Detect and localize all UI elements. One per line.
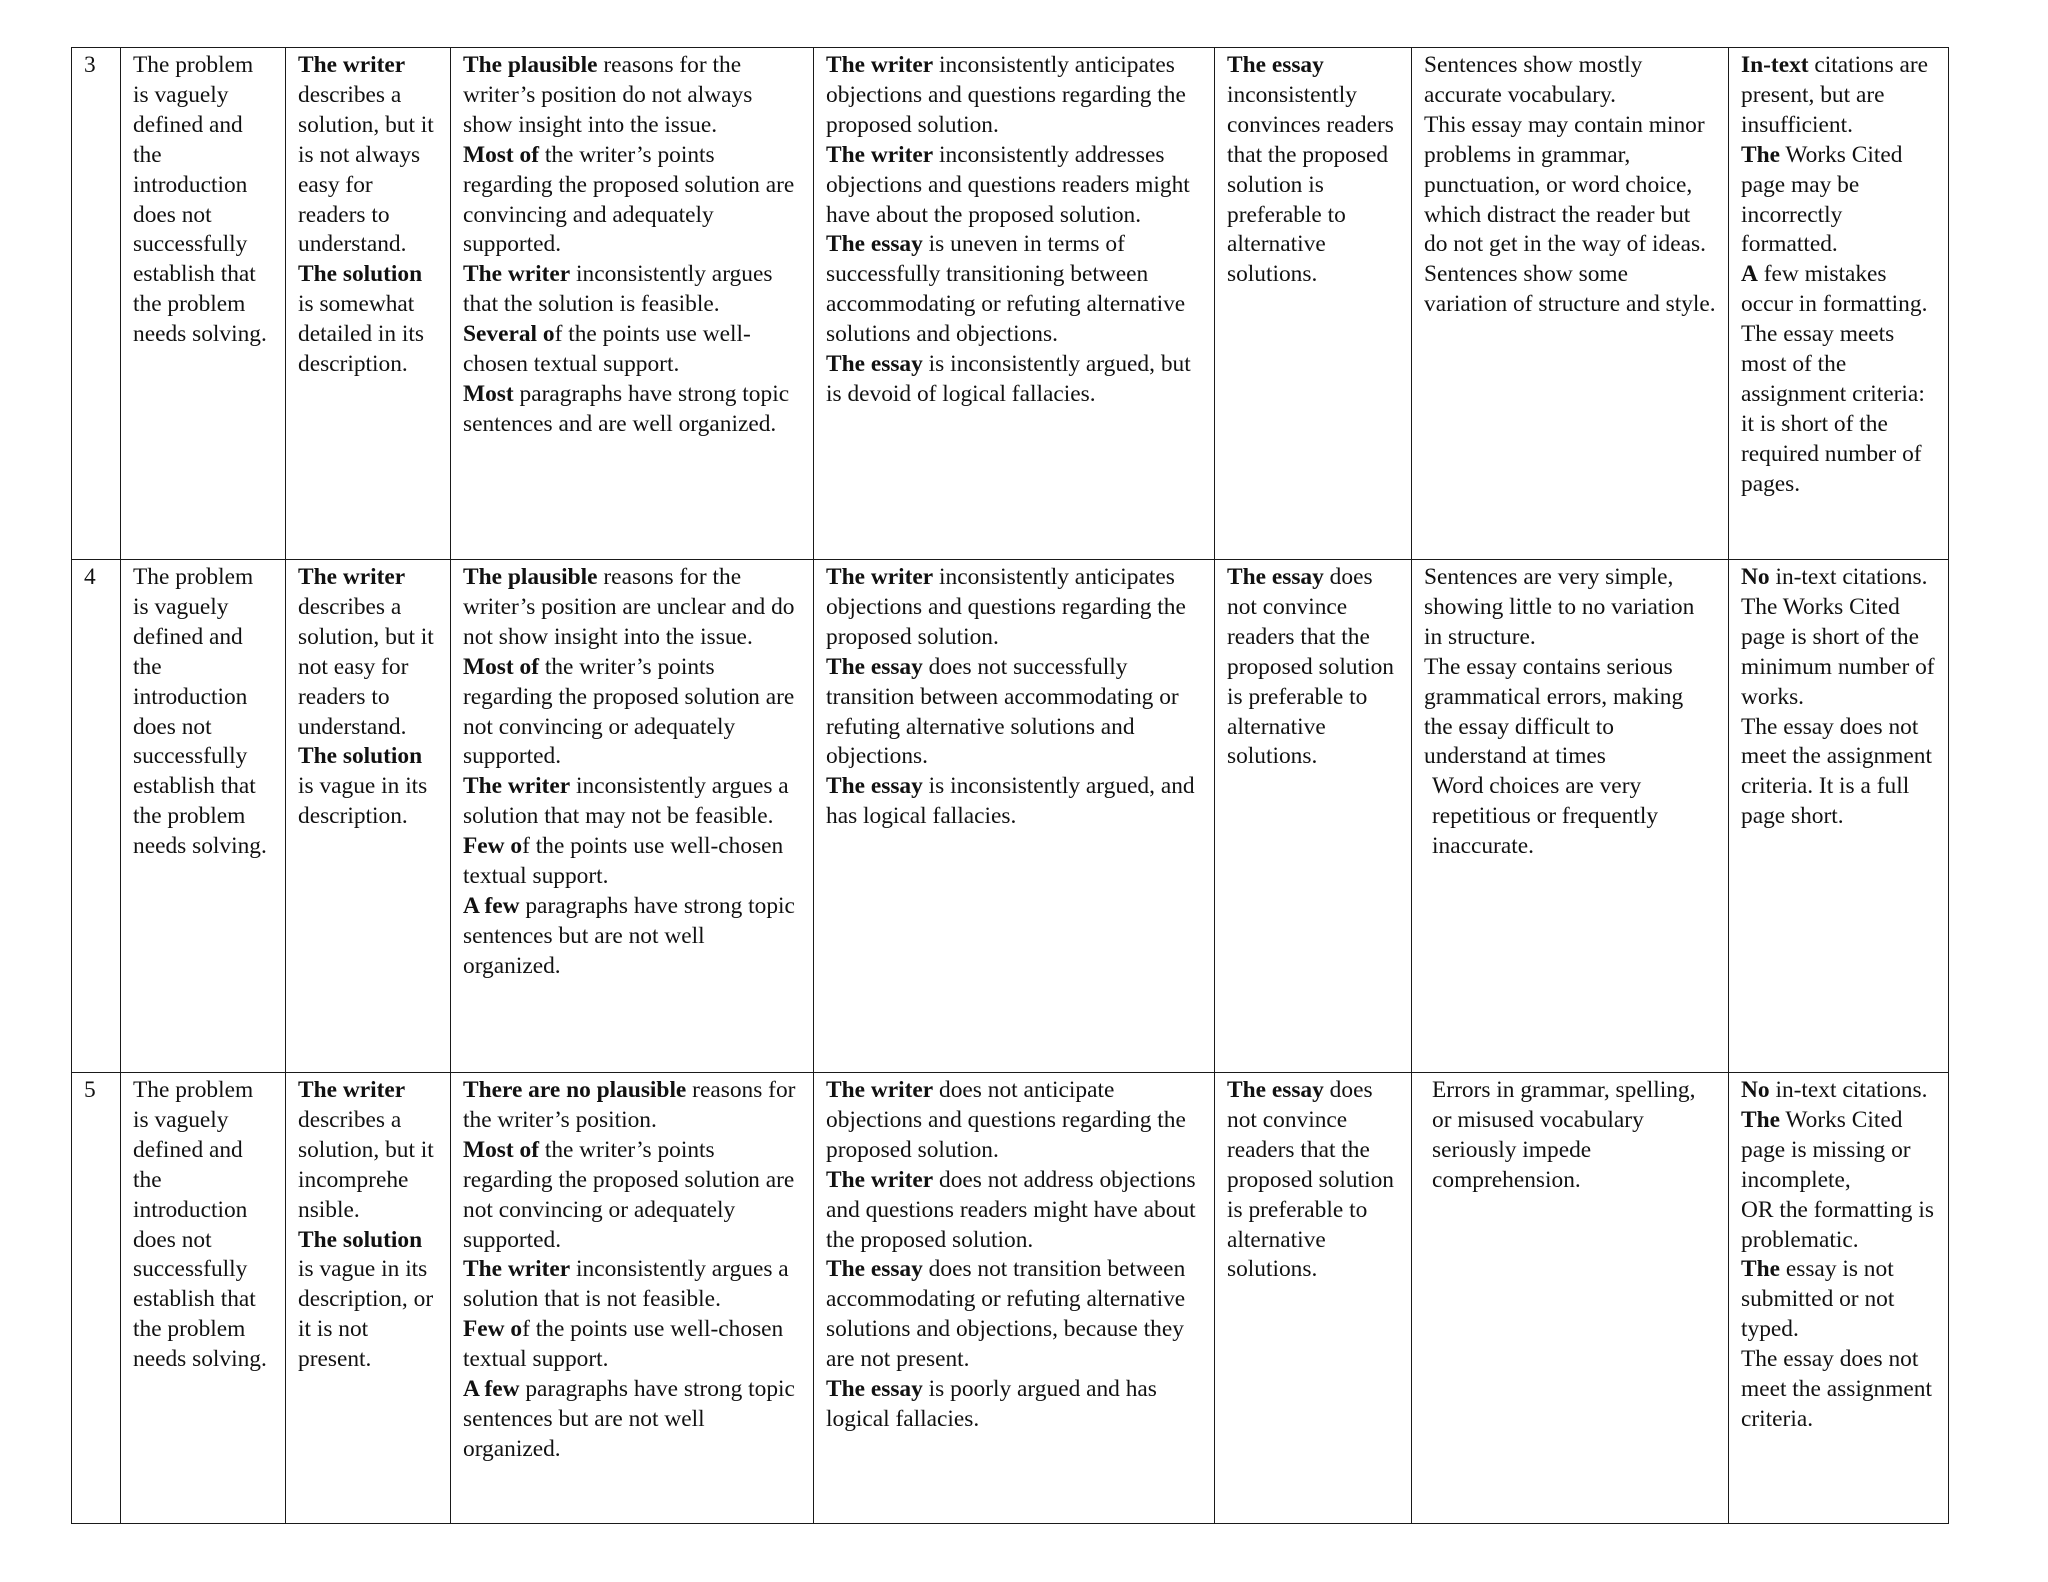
text-run: does not convince readers that the proposed solution is preferable to alternative solutions. (1227, 1077, 1394, 1283)
bold-run: A (1741, 261, 1758, 288)
cell-paragraph (463, 1136, 801, 1256)
text-run: The problem is vaguely defined and the introduction does not successfully establish that the problem needs solving. (133, 52, 267, 348)
bold-run: Several o (463, 321, 555, 348)
text-run: is inconsistently argued, and has logical fallacies. (826, 773, 1195, 830)
cell-paragraph (1741, 593, 1936, 713)
cell-paragraph (826, 1076, 1202, 1166)
cell-paragraph (1741, 1076, 1936, 1106)
bold-run: Most (463, 380, 514, 407)
solution-text (298, 1076, 438, 1375)
bold-run: The essay (826, 653, 923, 680)
text-run: Word choices are very repetitious or frequently inaccurate. (1432, 773, 1659, 860)
citations-cell (1729, 560, 1949, 1073)
cell-paragraph (826, 350, 1202, 410)
text-run: is vague in its description. (298, 773, 428, 830)
cell-paragraph (463, 380, 801, 440)
rubric-row-3 (72, 48, 1949, 560)
solution-cell (286, 560, 451, 1073)
text-run: is vague in its description, or it is not present. (298, 1256, 434, 1373)
cell-paragraph (133, 563, 273, 862)
cell-paragraph (1227, 563, 1399, 772)
style-cell (1412, 1073, 1729, 1524)
text-run: Sentences show some variation of structure and style. (1424, 261, 1716, 318)
bold-run: Most of (463, 1136, 539, 1163)
text-run: does not transition between accommodating or refuting alternative solutions and objections, because they are not present. (826, 1256, 1186, 1373)
text-run: paragraphs have strong topic sentences but are not well organized. (463, 892, 795, 979)
bold-run: No (1741, 1077, 1770, 1103)
text-run: Errors in grammar, spelling, or misused vocabulary seriously impede comprehension. (1432, 1077, 1696, 1193)
bold-run: The writer (826, 52, 934, 78)
text-run: OR the formatting is problematic. (1741, 1196, 1934, 1253)
bold-run: The essay (1227, 52, 1324, 78)
score-cell (72, 560, 121, 1073)
cell-paragraph (1424, 653, 1716, 773)
cell-paragraph (463, 1375, 801, 1465)
cell-paragraph (826, 1375, 1202, 1435)
bold-run: A few (463, 892, 520, 919)
bold-run: The writer (463, 1256, 571, 1283)
text-run: does not anticipate objections and questions regarding the proposed solution. (826, 1077, 1186, 1163)
bold-run: Most of (463, 141, 539, 168)
rubric-row-5 (72, 1073, 1949, 1524)
text-run: Works Cited page is missing or incomplete, (1741, 1106, 1911, 1193)
text-run: describes a solution, but it not easy for readers to understand. (298, 593, 434, 740)
solution-text (298, 563, 438, 832)
cell-paragraph (463, 653, 801, 773)
bold-run: The solution (298, 1226, 423, 1253)
text-run: The essay contains serious grammatical errors, making the essay difficult to understand at times (1424, 653, 1684, 770)
cell-paragraph (1741, 1196, 1936, 1256)
text-run: f the points use well-chosen textual support. (463, 1316, 784, 1373)
text-run: The essay meets most of the assignment criteria: it is short of the required number of pages. (1741, 321, 1925, 497)
cell-paragraph (826, 141, 1202, 231)
text-run: is uneven in terms of successfully transitioning between accommodating or refuting alternative solutions and objections. (826, 231, 1186, 348)
rubric-body (72, 48, 1949, 1524)
bold-run: The essay (826, 351, 923, 378)
cell-paragraph (463, 832, 801, 892)
bold-run: In-text (1741, 52, 1809, 78)
text-run: essay is not submitted or not typed. (1741, 1256, 1895, 1343)
bold-run: The writer (463, 261, 571, 288)
text-run: inconsistently anticipates objections and questions regarding the proposed solution. (826, 52, 1186, 138)
style-text (1424, 563, 1716, 862)
bold-run: The writer (298, 52, 406, 78)
cell-paragraph (826, 230, 1202, 350)
bold-run: The essay (826, 231, 923, 258)
cell-paragraph (1741, 1106, 1936, 1196)
convince-cell (1215, 560, 1412, 1073)
text-run: reasons for the writer’s position do not always show insight into the issue. (463, 52, 753, 138)
text-run: The problem is vaguely defined and the introduction does not successfully establish that the problem needs solving. (133, 564, 267, 860)
bold-run: Few o (463, 1316, 523, 1343)
bold-run: The plausible (463, 52, 598, 78)
bold-run: The essay (1227, 564, 1324, 590)
bold-run: The writer (826, 141, 934, 168)
objections-cell (814, 48, 1215, 560)
text-run: in-text citations. (1769, 1077, 1928, 1103)
cell-paragraph (1227, 51, 1399, 290)
objections-text (826, 51, 1202, 410)
cell-paragraph (826, 772, 1202, 832)
text-run: is inconsistently argued, but is devoid of logical fallacies. (826, 351, 1191, 407)
bold-run: The solution (298, 743, 423, 770)
cell-paragraph (463, 563, 801, 653)
text-run: describes a solution, but it incomprehe nsible. (298, 1106, 434, 1223)
cell-paragraph (463, 892, 801, 982)
text-run: does not convince readers that the proposed solution is preferable to alternative solutions. (1227, 564, 1394, 770)
convince-cell (1215, 48, 1412, 560)
bold-run: The writer (826, 1077, 934, 1103)
citations-cell (1729, 48, 1949, 560)
text-run: f the points use well-chosen textual support. (463, 321, 751, 378)
cell-paragraph (1741, 563, 1936, 593)
cell-paragraph (298, 742, 438, 832)
reasons-cell (451, 560, 814, 1073)
bold-run: The plausible (463, 564, 598, 590)
problem-text (133, 563, 273, 862)
cell-paragraph (463, 51, 801, 141)
text-run: does not successfully transition between accommodating or refuting alternative solutions and objections. (826, 653, 1179, 770)
score-cell (72, 48, 121, 560)
cell-paragraph (826, 563, 1202, 653)
reasons-text (463, 51, 801, 440)
problem-cell (121, 560, 286, 1073)
objections-cell (814, 1073, 1215, 1524)
text-run: inconsistently argues a solution that may not be feasible. (463, 773, 789, 830)
text-run: reasons for the writer’s position. (463, 1077, 796, 1133)
cell-paragraph (1741, 1255, 1936, 1345)
reasons-text (463, 1076, 801, 1465)
text-run: is poorly argued and has logical fallacies. (826, 1376, 1157, 1432)
cell-paragraph (463, 772, 801, 832)
cell-paragraph (1741, 1345, 1936, 1435)
text-run: few mistakes occur in formatting. (1741, 261, 1928, 318)
style-text (1424, 51, 1716, 320)
citations-cell (1729, 1073, 1949, 1524)
bold-run: The essay (1227, 1077, 1324, 1103)
cell-paragraph (298, 1076, 438, 1226)
cell-paragraph (463, 141, 801, 261)
citations-text (1741, 563, 1936, 832)
text-run: Sentences show mostly accurate vocabulary. (1424, 52, 1643, 108)
text-run: Sentences are very simple, showing little to no variation in structure. (1424, 564, 1695, 650)
style-text (1424, 1076, 1716, 1196)
problem-text (133, 51, 273, 350)
bold-run: The (1741, 1106, 1780, 1133)
cell-paragraph (1741, 713, 1936, 833)
bold-run: The writer (826, 1166, 934, 1193)
bold-run: The (1741, 1256, 1780, 1283)
text-run: inconsistently argues that the solution is feasible. (463, 261, 773, 318)
cell-paragraph (463, 1076, 801, 1136)
score-label: 3 (84, 52, 96, 78)
cell-paragraph (298, 563, 438, 742)
solution-text (298, 51, 438, 380)
text-run: does not address objections and questions readers might have about the proposed solution. (826, 1166, 1196, 1253)
cell-paragraph (1424, 111, 1716, 261)
text-run: The essay does not meet the assignment criteria. (1741, 1346, 1932, 1432)
cell-paragraph (463, 1315, 801, 1375)
cell-paragraph (133, 51, 273, 350)
citations-text (1741, 51, 1936, 500)
cell-paragraph (298, 51, 438, 260)
citations-text (1741, 1076, 1936, 1435)
text-run: The essay does not meet the assignment criteria. It is a full page short. (1741, 713, 1932, 830)
text-run: paragraphs have strong topic sentences and are well organized. (463, 380, 790, 437)
reasons-cell (451, 1073, 814, 1524)
bold-run: Few o (463, 833, 523, 860)
text-run: This essay may contain minor problems in grammar, punctuation, or word choice, which distract the reader but do not get in the way of ideas. (1424, 111, 1706, 258)
score-label: 4 (84, 564, 96, 590)
cell-paragraph (133, 1076, 273, 1375)
bold-run: The writer (826, 564, 934, 590)
text-run: citations are present, but are insufficient. (1741, 52, 1929, 138)
cell-paragraph (1424, 1076, 1716, 1196)
cell-paragraph (1424, 563, 1716, 653)
cell-paragraph (463, 260, 801, 320)
cell-paragraph (1424, 260, 1716, 320)
reasons-text (463, 563, 801, 982)
text-run: inconsistently addresses objections and questions readers might have about the proposed solution. (826, 141, 1190, 228)
bold-run: The writer (463, 773, 571, 800)
objections-text (826, 1076, 1202, 1435)
objections-text (826, 563, 1202, 832)
problem-text (133, 1076, 273, 1375)
convince-text (1227, 563, 1399, 772)
bold-run: The essay (826, 773, 923, 800)
bold-run: Most of (463, 653, 539, 680)
cell-paragraph (826, 1166, 1202, 1256)
cell-paragraph (826, 51, 1202, 141)
objections-cell (814, 560, 1215, 1073)
bold-run: The writer (298, 564, 406, 590)
cell-paragraph (826, 1255, 1202, 1375)
bold-run: A few (463, 1376, 520, 1403)
cell-paragraph (463, 1255, 801, 1315)
text-run: the writer’s points regarding the proposed solution are convincing and adequately supported. (463, 141, 795, 258)
rubric-table (71, 47, 1949, 1524)
text-run: the writer’s points regarding the proposed solution are not convincing or adequately supported. (463, 1136, 795, 1253)
convince-cell (1215, 1073, 1412, 1524)
cell-paragraph (1741, 141, 1936, 261)
text-run: is somewhat detailed in its description. (298, 291, 425, 378)
cell-paragraph (1227, 1076, 1399, 1285)
text-run: Works Cited page may be incorrectly formatted. (1741, 141, 1903, 258)
bold-run: The essay (826, 1256, 923, 1283)
convince-text (1227, 51, 1399, 290)
text-run: inconsistently argues a solution that is not feasible. (463, 1256, 789, 1313)
text-run: paragraphs have strong topic sentences but are not well organized. (463, 1376, 795, 1462)
solution-cell (286, 48, 451, 560)
score-cell (72, 1073, 121, 1524)
problem-cell (121, 48, 286, 560)
score-label: 5 (84, 1077, 96, 1103)
bold-run: The solution (298, 261, 423, 288)
cell-paragraph (1741, 260, 1936, 320)
text-run: The problem is vaguely defined and the introduction does not successfully establish that the problem needs solving. (133, 1077, 267, 1373)
style-cell (1412, 560, 1729, 1073)
cell-paragraph (298, 260, 438, 380)
cell-paragraph (1741, 51, 1936, 141)
cell-paragraph (1741, 320, 1936, 499)
cell-paragraph (463, 320, 801, 380)
reasons-cell (451, 48, 814, 560)
text-run: in-text citations. (1769, 564, 1928, 590)
solution-cell (286, 1073, 451, 1524)
cell-paragraph (1424, 51, 1716, 111)
text-run: the writer’s points regarding the proposed solution are not convincing or adequately supported. (463, 653, 795, 770)
text-run: reasons for the writer’s position are unclear and do not show insight into the issue. (463, 564, 795, 650)
convince-text (1227, 1076, 1399, 1285)
bold-run: The writer (298, 1077, 406, 1103)
bold-run: The essay (826, 1376, 923, 1403)
style-cell (1412, 48, 1729, 560)
text-run: inconsistently convinces readers that the proposed solution is preferable to alternative solutions. (1227, 81, 1394, 288)
rubric-row-4 (72, 560, 1949, 1073)
text-run: inconsistently anticipates objections and questions regarding the proposed solution. (826, 564, 1186, 650)
cell-paragraph (826, 653, 1202, 773)
text-run: f the points use well-chosen textual support. (463, 833, 784, 890)
text-run: The Works Cited page is short of the minimum number of works. (1741, 593, 1935, 710)
cell-paragraph (298, 1226, 438, 1376)
cell-paragraph (1424, 772, 1716, 862)
problem-cell (121, 1073, 286, 1524)
bold-run: There are no plausible (463, 1077, 687, 1103)
bold-run: The (1741, 141, 1780, 168)
bold-run: No (1741, 564, 1770, 590)
text-run: describes a solution, but it is not always easy for readers to understand. (298, 81, 434, 258)
